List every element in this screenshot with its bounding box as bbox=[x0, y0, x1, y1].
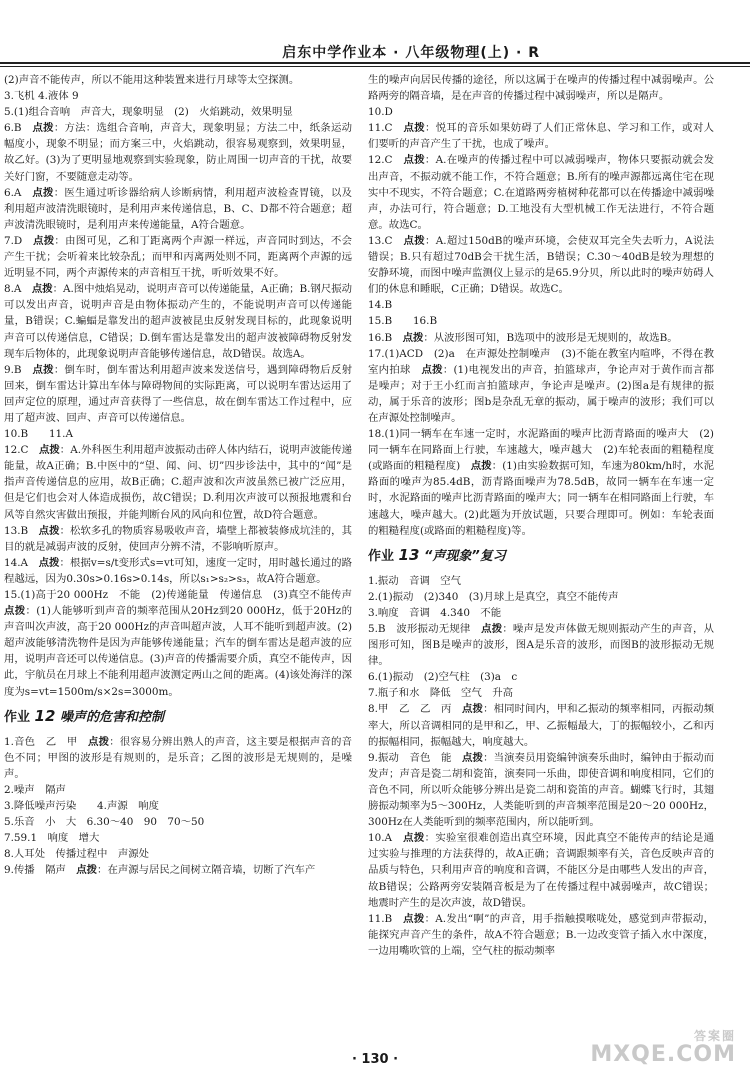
hint-text: 根据v=s/t变形式s=vt可知，速度一定时，用时越长通过的路程越远，因为0.30s>0.16s>0.14s，所以s₁>s₂>s₃，故A符合题意。 bbox=[4, 556, 353, 585]
header-rule bbox=[0, 62, 750, 64]
answer-text: 1.音色 乙 甲 bbox=[4, 735, 89, 748]
answer-item bbox=[4, 798, 352, 814]
answer-item: 9.传播 隔声 点拨：在声源与居民之间树立隔音墙，切断了汽车产 bbox=[4, 864, 316, 877]
hint-text: (1)人能够听到声音的频率范围从20Hz到20 000Hz，低于20Hz的声音叫次声波，高于20 000Hz的声音叫超声波，人耳不能听到超声波。(2)超声波能够清洗物件是因为声能够传递能量；汽车的倒车雷达是超声波的应用，说明声音还可以传递信息。(3)声音的传播需要介质，真空不能传声，因此，宇航员在月球上不能利用超声波测定两山之间的距离。(4)该处海洋的深度为s=vt=1500m/s×2s=3000m。 bbox=[4, 605, 353, 698]
section-number: 13 bbox=[398, 545, 420, 564]
answer-text: 14.A bbox=[4, 556, 39, 569]
hint-text: 当演奏员用瓷编钟演奏乐曲时，编钟由于振动而发声；声音是瓷二胡和瓷笛，演奏同一乐曲，即使音调和响度相同，它们的音色不同，所以听众能够分辨出是瓷二胡和瓷笛的声音。蝴蝶飞行时，其翅膀振动频率为5～300Hz，人类能听到的声音频率范围是20～20 000Hz，300Hz在人类能听到的频率范围内，所以能听到。 bbox=[368, 751, 715, 829]
answer-item bbox=[368, 605, 714, 621]
section-title: “声现象”复习 bbox=[423, 548, 506, 564]
hint-text: 从波形图可知，B选项中的波形是无规则的，故选B。 bbox=[433, 331, 678, 344]
answer-item: 1.音色 乙 甲 点拨：很容易分辨出熟人的声音，这主要是根据声音的音色不同；甲图的波形是有规则的，是乐音；乙图的波形是无规则的，是噪声。 bbox=[4, 735, 353, 780]
hint-text: 由图可见，乙和丁距离两个声源一样远，声音同时到达，不会产生干扰；会听着来比较杂乱；而甲和丙离两处则不同，距离两个声源的远近明显不同，两个声源传来的声音相互干扰，听听效果不好。 bbox=[4, 234, 353, 280]
hint-label: 点拨 bbox=[4, 605, 26, 618]
answer-item bbox=[368, 669, 714, 685]
answer-item: 9.振动 音色 能 点拨：当演奏员用瓷编钟演奏乐曲时，编钟由于振动而发声；声音是瓷二胡和瓷笛，演奏同一乐曲，即使音调和响度相同，它们的音色不同，所以听众能够分辨出是瓷二胡和瓷笛的声音。蝴蝶飞行时，其翅膀振动频率为5～300Hz，人类能听到的声音频率范围是20～20 000Hz，300Hz在人类能听到的频率范围内，所以能听到。 bbox=[368, 751, 715, 829]
answer-item bbox=[368, 685, 714, 701]
answer-text: 7.59.1 响度 增大 bbox=[4, 832, 100, 845]
answer-item: 11.B 点拨：A.发出“啊”的声音，用手指触摸喉咙处，感觉到声带振动，能探究声音产生的条件，故A不符合题意；B.一边改变管子插入水中深度，一边用嘴吹管的上端，空气柱的振动频率 bbox=[368, 912, 715, 957]
answer-item bbox=[4, 72, 352, 88]
answer-text: 9.振动 音色 能 bbox=[368, 751, 463, 764]
hint-label: 点拨 bbox=[32, 186, 54, 199]
answer-text: 15.B 16.B bbox=[368, 315, 438, 328]
section-label: 作业 bbox=[4, 709, 31, 725]
answer-text: 12.C bbox=[368, 154, 404, 167]
hint-label: 点拨 bbox=[33, 234, 55, 247]
right-column bbox=[368, 72, 714, 959]
answer-item: 13.B 点拨：松软多孔的物质容易吸收声音，墙壁上都被装修成坑洼的，其目的就是减弱声波的反射，使回声分辨不清，不影响听原声。 bbox=[4, 524, 353, 553]
answer-text: 10.B 11.A bbox=[4, 428, 73, 441]
section-heading-12 bbox=[4, 706, 352, 728]
answer-item bbox=[368, 573, 714, 589]
answer-text: 2.(1)振动 (2)340 (3)月球上是真空，真空不能传声 bbox=[368, 590, 619, 603]
hint-text: 倒车时，倒车雷达利用超声波来发送信号，遇到障碍物后反射回来，倒车雷达计算出车体与障碍物间的实际距离，可以说明车雷达运用了回声定位的原理，通过声音获得了一些信息，故在倒车雷达工作过程中，应用了超声波、回声、声音可以传递信息。 bbox=[4, 363, 353, 424]
answer-text: 9.传播 隔声 bbox=[4, 864, 77, 877]
answer-text: 生的噪声向居民传播的途径，所以这属于在噪声的传播过程中减弱噪声。公路两旁的隔音墙，是在声音的传播过程中减弱噪声，所以是隔声。 bbox=[368, 74, 714, 103]
answer-item bbox=[368, 589, 714, 605]
hint-label: 点拨 bbox=[462, 703, 484, 716]
answer-item bbox=[4, 814, 352, 830]
hint-label: 点拨 bbox=[38, 556, 60, 569]
answer-item bbox=[368, 72, 714, 104]
answer-text: 3.响度 音调 4.340 不能 bbox=[368, 606, 502, 619]
hint-text: A.发出“啊”的声音，用手指触摸喉咙处，感觉到声带振动，能探究声音产生的条件，故A不符合题意；B.一边改变管子插入水中深度，一边用嘴吹管的上端，空气柱的振动频率 bbox=[368, 912, 715, 957]
answer-item: 18.(1)同一辆车在车速一定时，水泥路面的噪声比沥青路面的噪声大 (2)同一辆车在同路面上行驶，车速越大，噪声越大 (2)车轮表面的粗糙程度(或路面的粗糙程度) 点拨：(1)由实验数据可知，车速为80km/h时，水泥路面的噪声为85.4dB，沥青路面噪声为78.5dB，故同一辆车在车速一定时，水泥路面的噪声比沥青路面的噪声大；同一辆车在相同路面上行驶，车速越大，噪声越大。(2)此题为开放试题，只要合理即可。例如：车轮表面的粗糙程度(或路面的粗糙程度)等。 bbox=[368, 428, 715, 537]
answer-text: 9.B bbox=[4, 363, 33, 376]
answer-text: 15.(1)高于20 000Hz 不能 (2)传递能量 传递信息 (3)真空不能传声 bbox=[4, 589, 363, 601]
hint-text: 方法：选组合音响，声音大，现象明显；方法二中，纸条运动幅度小，现象不明显；而方案三中，火焰跳动，很容易观察到，效果明显，故乙好。(3)为了更明显地观察到实验现象，防止周围一切声音的干扰，故要关好门窗，不要随意走动等。 bbox=[4, 122, 353, 183]
answer-item bbox=[368, 104, 714, 120]
header-rule-thin bbox=[0, 66, 750, 67]
hint-label: 点拨 bbox=[403, 122, 425, 135]
hint-text: A.在噪声的传播过程中可以减弱噪声，物体只要振动就会发出声音，不振动就不能工作，不符合题意；B.所有的噪声源都远离住宅在现实中不现实，不符合题意；C.在道路两旁植树种花都可以在传播途中减弱噪声，办法可行，符合题意；D.工地没有大型机械工作无法进行，不符合题意。故选C。 bbox=[368, 154, 714, 231]
answer-list-right bbox=[368, 72, 714, 539]
answer-item: 12.C 点拨：A.在噪声的传播过程中可以减弱噪声，物体只要振动就会发出声音，不振动就不能工作，不符合题意；B.所有的噪声源都远离住宅在现实中不现实，不符合题意；C.在道路两旁植树种花都可以在传播途中减弱噪声，办法可行，符合题意；D.工地没有大型机械工作无法进行，不符合题意。故选C。 bbox=[368, 154, 714, 231]
hint-label: 点拨 bbox=[38, 444, 60, 457]
watermark-line1: 答案圈 bbox=[693, 1029, 736, 1043]
section-label: 作业 bbox=[368, 548, 395, 564]
answer-text: 6.B bbox=[4, 122, 33, 135]
hint-text: (1)由实验数据可知，车速为80km/h时，水泥路面的噪声为85.4dB，沥青路面噪声为78.5dB，故同一辆车在车速一定时，水泥路面的噪声比沥青路面的噪声大；同一辆车在相同路面上行驶，车速越大，噪声越大。(2)此题为开放试题，只要合理即可。例如：车轮表面的粗糙程度(或路面的粗糙程度)等。 bbox=[368, 460, 715, 537]
answer-item: 14.A 点拨：根据v=s/t变形式s=vt可知，速度一定时，用时越长通过的路程越远，因为0.30s>0.16s>0.14s，所以s₁>s₂>s₃，故A符合题意。 bbox=[4, 556, 353, 585]
hint-text: A.外科医生利用超声波振动击碎人体内结石，说明声波能传递能量，故A正确；B.中医中的“望、闻、问、切”四步诊法中，其中的“闻”是指声音传递信息的应用，故B正确；C.超声波和次声波虽然已被广泛应用，但是它们也会对人体造成损伤，故C错误；D.利用次声波可以预报地震和台风等自然灾害做出预报，并能判断台风的风向和位置，故D符合题意。 bbox=[4, 444, 353, 521]
hint-text: 实验室很难创造出真空环境，因此真空不能传声的结论是通过实验与推理的方法获得的，故A正确；音调跟频率有关，音色反映声音的品质与特色，只利用声音的响度和音调，不能区分是由哪些人发出的声音，故B错误；公路两旁安装隔音板是为了在传播过程中减弱噪声，故C错误；地震时产生的是次声波，故D错误。 bbox=[368, 832, 715, 909]
hint-text: 悦耳的音乐如果妨碍了人们正常休息、学习和工作，或对人们要听的声音产生了干扰，也成了噪声。 bbox=[368, 122, 715, 151]
hint-label: 点拨 bbox=[32, 122, 54, 135]
answer-item: 9.B 点拨：倒车时，倒车雷达利用超声波来发送信号，遇到障碍物后反射回来，倒车雷达计算出车体与障碍物间的实际距离，可以说明车雷达运用了回声定位的原理，通过声音获得了一些信息，故在倒车雷达工作过程中，应用了超声波、回声、声音可以传递信息。 bbox=[4, 363, 353, 424]
answer-text: 10.A bbox=[368, 832, 404, 845]
hint-text: 医生通过听诊器给病人诊断病情，利用超声波检查胃镜，以及利用超声波清洗眼镜时，是利用声来传递信息，B、C、D都不符合题意；超声波清洗眼镜时，是利用声来传递能量，A符合题意。 bbox=[4, 186, 353, 231]
answer-text: 5.乐音 小 大 6.30～40 90 70～50 bbox=[4, 816, 205, 829]
hint-label: 点拨 bbox=[470, 460, 492, 473]
hint-label: 点拨 bbox=[403, 234, 425, 247]
watermark-line2: MXQE.COM bbox=[590, 1042, 736, 1067]
answer-item: 8.A 点拨：A.图中烛焰晃动，说明声音可以传递能量，A正确；B.钢尺振动可以发出声音，说明声音是由物体振动产生的，不能说明声音可以传递能量，B错误；C.蝙蝠是靠发出的超声波被昆虫反射发现目标的，此现象说明声音可以传递信息，C错误；D.倒车雷达是靠发出的超声波被障碍物反射发现车后物体的，此现象说明声音能够传递信息，故D错误。故选A。 bbox=[4, 283, 352, 360]
answer-item bbox=[4, 104, 352, 120]
hint-label: 点拨 bbox=[481, 623, 503, 635]
answer-text: 18.(1)同一辆车在车速一定时，水泥路面的噪声比沥青路面的噪声大 (2)同一辆车在同路面上行驶，车速越大，噪声越大 (2)车轮表面的粗糙程度(或路面的粗糙程度) bbox=[368, 428, 714, 473]
answer-text: 12.C bbox=[4, 444, 39, 457]
answer-item: 15.(1)高于20 000Hz 不能 (2)传递能量 传递信息 (3)真空不能传声 点拨：(1)人能够听到声音的频率范围从20Hz到20 000Hz，低于20Hz的声音叫次声波，高于20 000Hz的声音叫超声波，人耳不能听到超声波。(2)超声波能够清洗物件是因为声能够传递能量；汽车的倒车雷达是超声波的应用，说明声音还可以传递信息。(3)声音的传播需要介质，真空不能传声，因此，宇航员在月球上不能利用超声波测定两山之间的距离。(4)该处海洋的深度为s=vt=1500m/s×2s=3000m。 bbox=[4, 589, 363, 698]
hint-label: 点拨 bbox=[403, 832, 425, 845]
answer-item: 6.B 点拨：方法：选组合音响，声音大，现象明显；方法二中，纸条运动幅度小，现象不明显；而方案三中，火焰跳动，很容易观察到，效果明显，故乙好。(3)为了更明显地观察到实验现象，防止周围一切声音的干扰，故要关好门窗，不要随意走动等。 bbox=[4, 122, 353, 183]
answer-text: (2)声音不能传声，所以不能用这种装置来进行月球等太空探测。 bbox=[4, 74, 300, 86]
section-number: 12 bbox=[34, 706, 56, 725]
answer-text: 11.B bbox=[368, 912, 404, 925]
hint-label: 点拨 bbox=[403, 912, 425, 925]
answer-item bbox=[368, 313, 714, 329]
answer-text: 13.C bbox=[368, 234, 404, 247]
hint-text: 噪声是发声体做无规则振动产生的声音，从图形可知，图B是噪声的波形，图A是乐音的波形，而图B的波形振动无规律。 bbox=[368, 623, 715, 668]
answer-item bbox=[4, 830, 352, 846]
book-title: 启东中学作业本 · 八年级物理(上) · R bbox=[282, 45, 540, 61]
hint-text: 松软多孔的物质容易吸收声音，墙壁上都被装修成坑洼的，其目的就是减弱声波的反射，使回声分辨不清，不影响听原声。 bbox=[4, 524, 353, 553]
hint-label: 点拨 bbox=[32, 363, 54, 376]
answer-text: 13.B bbox=[4, 524, 39, 537]
answer-text: 3.降低噪声污染 4.声源 响度 bbox=[4, 800, 159, 813]
hint-label: 点拨 bbox=[402, 331, 424, 344]
hint-label: 点拨 bbox=[403, 154, 425, 167]
answer-list-right-2 bbox=[368, 573, 714, 959]
hint-text: 很容易分辨出熟人的声音，这主要是根据声音的音色不同；甲图的波形是有规则的，是乐音；乙图的波形是无规则的，是噪声。 bbox=[4, 735, 353, 780]
hint-text: 在声源与居民之间树立隔音墙，切断了汽车产 bbox=[107, 864, 316, 877]
hint-label: 点拨 bbox=[88, 735, 110, 748]
page-header bbox=[0, 0, 750, 66]
answer-item: 12.C 点拨：A.外科医生利用超声波振动击碎人体内结石，说明声波能传递能量，故A正确；B.中医中的“望、闻、问、切”四步诊法中，其中的“闻”是指声音传递信息的应用，故B正确；C.超声波和次声波虽然已被广泛应用，但是它们也会对人体造成损伤，故C错误；D.利用次声波可以预报地震和台风等自然灾害做出预报，并能判断台风的风向和位置，故D符合题意。 bbox=[4, 444, 353, 521]
answer-text: 7.D bbox=[4, 234, 34, 247]
answer-text: 2.噪声 隔声 bbox=[4, 783, 66, 796]
page-number: · 130 · bbox=[351, 1052, 399, 1067]
answer-text: 10.D bbox=[368, 106, 393, 119]
answer-text: 5.(1)组合音响 声音大，现象明显 (2) 火焰跳动，效果明显 bbox=[4, 106, 293, 119]
answer-text: 11.C bbox=[368, 122, 404, 135]
answer-text: 1.振动 音调 空气 bbox=[368, 574, 462, 587]
hint-label: 点拨 bbox=[31, 283, 53, 296]
answer-text: 6.(1)振动 (2)空气柱 (3)a c bbox=[368, 671, 518, 684]
hint-text: A.图中烛焰晃动，说明声音可以传递能量，A正确；B.钢尺振动可以发出声音，说明声音是由物体振动产生的，不能说明声音可以传递能量，B错误；C.蝙蝠是靠发出的超声波被昆虫反射发现目标的，此现象说明声音可以传递信息，C错误；D.倒车雷达是靠发出的超声波被障碍物反射发现车后物体的，此现象说明声音能够传递信息，故D错误。故选A。 bbox=[4, 283, 352, 360]
section-heading-13 bbox=[368, 545, 714, 567]
answer-item bbox=[4, 426, 352, 442]
hint-label: 点拨 bbox=[462, 751, 484, 764]
section-title: 噪声的危害和控制 bbox=[59, 709, 164, 725]
answer-item: 17.(1)ACD (2)a 在声源处控制噪声 (3)不能在教室内喧哗，不得在教室内拍球 点拨：(1)电视发出的声音，拍篮球声，争论声对于黄作而言都是噪声；对于王小红而言拍篮球声，争论声是噪声。(2)图a是有规律的振动，属于乐音的波形；图b是杂乱无章的振动，属于噪声的波形；我们可以在声源处控制噪声。 bbox=[368, 347, 715, 424]
answer-item: 7.D 点拨：由图可见，乙和丁距离两个声源一样远，声音同时到达，不会产生干扰；会听着来比较杂乱；而甲和丙离两处则不同，距离两个声源的远近明显不同，两个声源传来的声音相互干扰，听听效果不好。 bbox=[4, 234, 353, 280]
answer-text: 5.B 波形振动无规律 bbox=[368, 623, 482, 635]
answer-text: 8.甲 乙 乙 丙 bbox=[368, 703, 463, 716]
answer-item: 11.C 点拨：悦耳的音乐如果妨碍了人们正常休息、学习和工作，或对人们要听的声音产生了干扰，也成了噪声。 bbox=[368, 122, 715, 151]
answer-text: 16.B bbox=[368, 331, 403, 344]
answer-item: 13.C 点拨：A.超过150dB的噪声环境，会使双耳完全失去听力，A说法错误；B.只有超过70dB会干扰生活，B错误；C.30～40dB是较为理想的安静环境，而图中噪声监测仪上显示的是65.9分贝，所以此时的噪声妨碍人们的休息和睡眠，C正确；D错误。故选C。 bbox=[368, 234, 714, 296]
hint-label: 点拨 bbox=[76, 864, 98, 877]
watermark bbox=[590, 1027, 736, 1066]
hint-text: A.超过150dB的噪声环境，会使双耳完全失去听力，A说法错误；B.只有超过70dB会干扰生活，B错误；C.30～40dB是较为理想的安静环境，而图中噪声监测仪上显示的是65.9分贝，所以此时的噪声妨碍人们的休息和睡眠，C正确；D错误。故选C。 bbox=[368, 234, 714, 296]
answer-item bbox=[4, 846, 352, 862]
answer-item: 5.B 波形振动无规律 点拨：噪声是发声体做无规则振动产生的声音，从图形可知，图B是噪声的波形，图A是乐音的波形，而图B的波形振动无规律。 bbox=[368, 623, 715, 668]
answer-text: 8.A bbox=[4, 283, 32, 296]
answer-text: 6.A bbox=[4, 186, 33, 199]
answer-list-left-2 bbox=[4, 734, 352, 879]
answer-text: 3.飞机 4.液体 9 bbox=[4, 90, 79, 103]
answer-list-left bbox=[4, 72, 363, 700]
answer-text: 8.人耳处 传播过程中 声源处 bbox=[4, 848, 149, 861]
answer-item: 8.甲 乙 乙 丙 点拨：相同时间内，甲和乙振动的频率相同，丙振动频率大，所以音调相同的是甲和乙，甲、乙振幅最大，丁的振幅较小，乙和丙的振幅相同，振幅越大，响度越大。 bbox=[368, 703, 715, 748]
answer-text: 7.瓶子和水 降低 空气 升高 bbox=[368, 687, 513, 700]
hint-text: (1)电视发出的声音，拍篮球声，争论声对于黄作而言都是噪声；对于王小红而言拍篮球声，争论声是噪声。(2)图a是有规律的振动，属于乐音的波形；图b是杂乱无章的振动，属于噪声的波形；我们可以在声源处控制噪声。 bbox=[368, 363, 715, 424]
answer-item bbox=[368, 297, 714, 313]
hint-label: 点拨 bbox=[38, 524, 60, 537]
answer-item: 10.A 点拨：实验室很难创造出真空环境，因此真空不能传声的结论是通过实验与推理的方法获得的，故A正确；音调跟频率有关，音色反映声音的品质与特色，只利用声音的响度和音调，不能区分是由哪些人发出的声音，故B错误；公路两旁安装隔音板是为了在传播过程中减弱噪声，故C错误；地震时产生的是次声波，故D错误。 bbox=[368, 832, 715, 909]
left-column bbox=[4, 72, 363, 879]
answer-item bbox=[4, 88, 352, 104]
answer-item: 16.B 点拨：从波形图可知，B选项中的波形是无规则的，故选B。 bbox=[368, 331, 678, 344]
answer-item bbox=[4, 782, 352, 798]
hint-label: 点拨 bbox=[421, 363, 443, 376]
answer-text: 14.B bbox=[368, 299, 393, 312]
answer-item: 6.A 点拨：医生通过听诊器给病人诊断病情，利用超声波检查胃镜，以及利用超声波清洗眼镜时，是利用声来传递信息，B、C、D都不符合题意；超声波清洗眼镜时，是利用声来传递能量，A符合题意。 bbox=[4, 186, 353, 231]
hint-text: 相同时间内，甲和乙振动的频率相同，丙振动频率大，所以音调相同的是甲和乙，甲、乙振幅最大，丁的振幅较小，乙和丙的振幅相同，振幅越大，响度越大。 bbox=[368, 703, 715, 748]
answer-text: 17.(1)ACD (2)a 在声源处控制噪声 (3)不能在教室内喧哗，不得在教室内拍球 bbox=[368, 347, 714, 376]
